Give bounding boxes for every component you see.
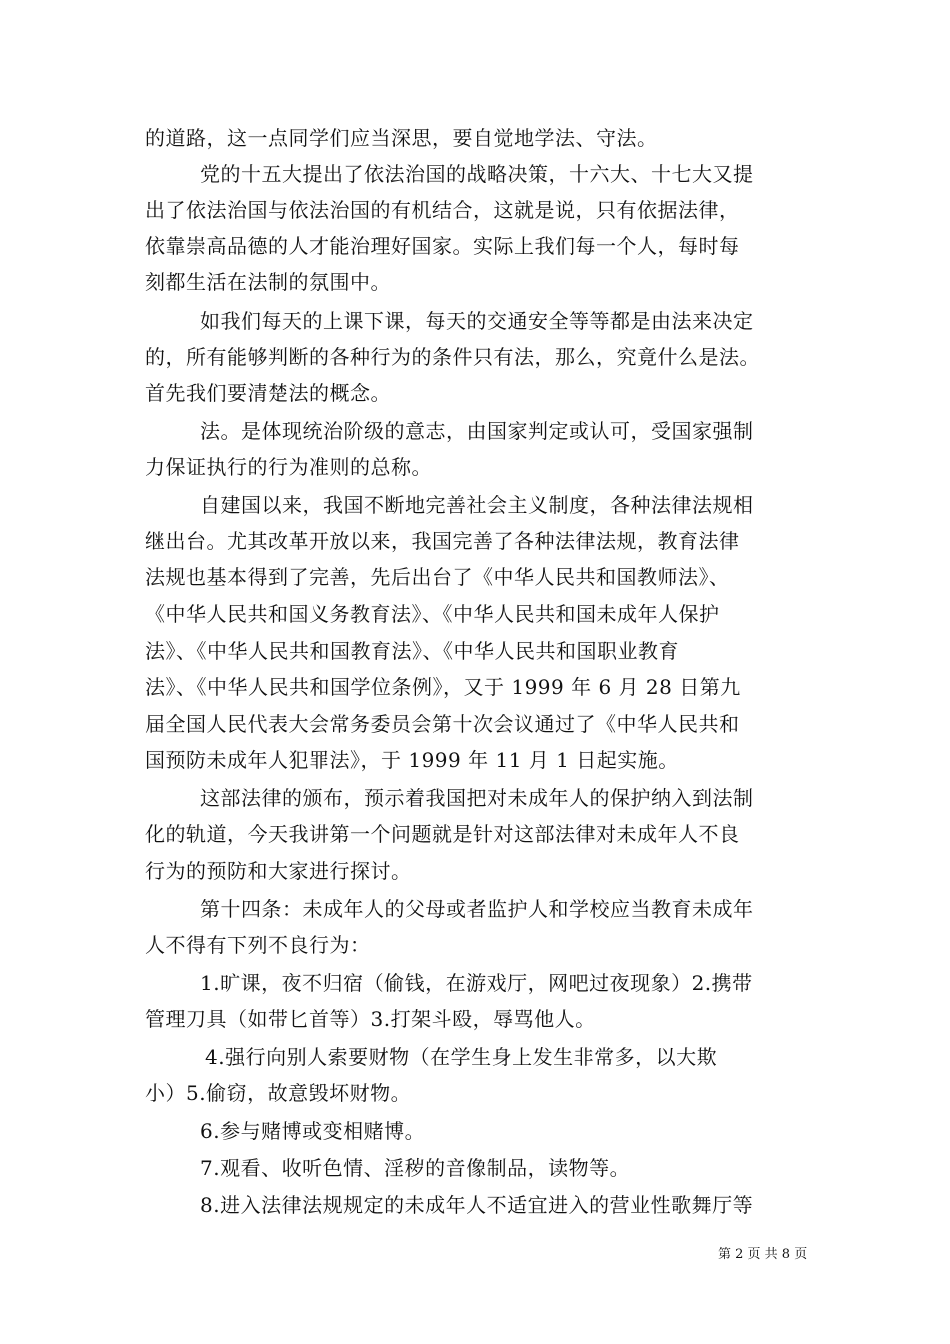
paragraph-start: 法。是体现统治阶级的意志，由国家判定或认可，受国家强制 — [200, 419, 754, 443]
text-line: 出了依法治国与依法治国的有机结合，这就是说，只有依据法律， — [145, 198, 740, 222]
list-item: 4.强行向别人索要财物（在学生身上发生非常多，以大欺 — [205, 1045, 718, 1069]
paragraph-start: 这部法律的颁布，预示着我国把对未成年人的保护纳入到法制 — [200, 786, 754, 810]
paragraph-start: 第十四条：未成年人的父母或者监护人和学校应当教育未成年 — [200, 897, 754, 921]
text-line: 届全国人民代表大会常务委员会第十次会议通过了《中华人民共和 — [145, 712, 740, 736]
list-item: 8.进入法律法规规定的未成年人不适宜进入的营业性歌舞厅等 — [200, 1193, 754, 1217]
paragraph-start: 如我们每天的上课下课，每天的交通安全等等都是由法来决定 — [200, 309, 754, 333]
text-line: 的，所有能够判断的各种行为的条件只有法，那么，究竟什么是法。 — [145, 345, 760, 369]
text-line: 《中华人民共和国义务教育法》、《中华人民共和国未成年人保护 — [145, 602, 720, 626]
list-item: 6.参与赌博或变相赌博。 — [200, 1119, 426, 1143]
text-line: 小）5.偷窃，故意毁坏财物。 — [145, 1081, 412, 1105]
text-line: 法》、《中华人民共和国教育法》、《中华人民共和国职业教育 — [145, 639, 679, 663]
text-line: 法规也基本得到了完善，先后出台了《中华人民共和国教师法》、 — [145, 565, 730, 589]
list-item: 7.观看、收听色情、淫秽的音像制品，读物等。 — [200, 1156, 631, 1180]
text-line: 刻都生活在法制的氛围中。 — [145, 270, 391, 294]
paragraph-start: 党的十五大提出了依法治国的战略决策，十六大、十七大又提 — [200, 162, 754, 186]
page-indicator: 第 2 页 共 8 页 — [718, 1247, 808, 1262]
text-line: 首先我们要清楚法的概念。 — [145, 381, 391, 405]
text-line: 管理刀具（如带匕首等）3.打架斗殴，辱骂他人。 — [145, 1007, 596, 1031]
paragraph-start: 自建国以来，我国不断地完善社会主义制度，各种法律法规相 — [200, 493, 754, 517]
text-line: 的道路，这一点同学们应当深思，要自觉地学法、守法。 — [145, 126, 658, 150]
text-line: 化的轨道，今天我讲第一个问题就是针对这部法律对未成年人不良 — [145, 822, 740, 846]
list-item: 1.旷课，夜不归宿（偷钱，在游戏厅，网吧过夜现象）2.携带 — [200, 971, 753, 995]
text-line: 依靠崇高品德的人才能治理好国家。实际上我们每一个人，每时每 — [145, 234, 740, 258]
text-line: 人不得有下列不良行为： — [145, 933, 371, 957]
text-line: 力保证执行的行为准则的总称。 — [145, 455, 432, 479]
text-line: 法》、《中华人民共和国学位条例》，又于 1999 年 6 月 28 日第九 — [145, 675, 741, 699]
text-line: 行为的预防和大家进行探讨。 — [145, 859, 412, 883]
text-line: 国预防未成年人犯罪法》，于 1999 年 11 月 1 日起实施。 — [145, 748, 679, 772]
text-line: 继出台。尤其改革开放以来，我国完善了各种法律法规，教育法律 — [145, 529, 740, 553]
